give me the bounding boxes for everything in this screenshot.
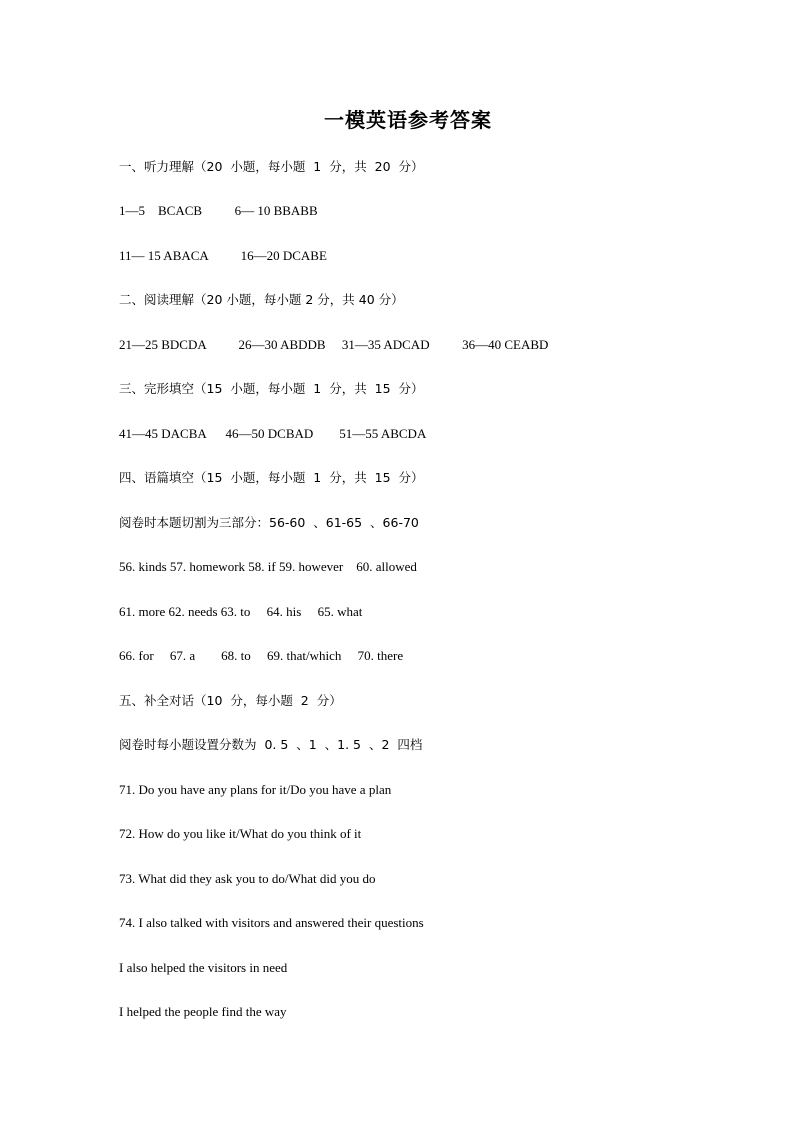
answer-line-71: 71. Do you have any plans for it/Do you have a plan bbox=[119, 782, 392, 797]
section-heading-dialogue: 五、补全对话（10 分，每小题 2 分） bbox=[119, 693, 342, 708]
section-heading-passage-fill: 四、语篇填空（15 小题，每小题 1 分，共 15 分） bbox=[119, 470, 424, 485]
grading-note-dialogue: 阅卷时每小题设置分数为 0. 5 、1 、1. 5 、2 四档 bbox=[119, 737, 423, 752]
answer-line-21-40: 21—25 BDCDA 26—30 ABDDB 31—35 ADCAD 36—40 CEABD bbox=[119, 337, 549, 352]
answer-line-1-10: 1—5 BCACB 6— 10 BBABB bbox=[119, 203, 318, 218]
section-heading-listening: 一、听力理解（20 小题，每小题 1 分，共 20 分） bbox=[119, 159, 424, 174]
section-heading-cloze: 三、完形填空（15 小题，每小题 1 分，共 15 分） bbox=[119, 381, 424, 396]
answer-line-41-55: 41—45 DACBA 46—50 DCBAD 51—55 ABCDA bbox=[119, 426, 427, 441]
page-title: 一模英语参考答案 bbox=[324, 108, 492, 132]
answer-line-61-65: 61. more 62. needs 63. to 64. his 65. what bbox=[119, 604, 363, 619]
answer-line-56-60: 56. kinds 57. homework 58. if 59. however 60. allowed bbox=[119, 559, 417, 574]
answer-line-66-70: 66. for 67. a 68. to 69. that/which 70. there bbox=[119, 648, 404, 663]
answer-line-74-alt-1: I also helped the visitors in need bbox=[119, 960, 288, 975]
grading-note-passage-fill: 阅卷时本题切割为三部分：56-60 、61-65 、66-70 bbox=[119, 515, 419, 530]
answer-line-11-20: 11— 15 ABACA 16—20 DCABE bbox=[119, 248, 327, 263]
answer-line-74-alt-2: I helped the people find the way bbox=[119, 1004, 287, 1019]
answer-line-73: 73. What did they ask you to do/What did you do bbox=[119, 871, 376, 886]
answer-line-74: 74. I also talked with visitors and answered their questions bbox=[119, 915, 424, 930]
section-heading-reading: 二、阅读理解（20 小题，每小题 2 分，共 40 分） bbox=[119, 292, 404, 307]
answer-line-72: 72. How do you like it/What do you think of it bbox=[119, 826, 362, 841]
